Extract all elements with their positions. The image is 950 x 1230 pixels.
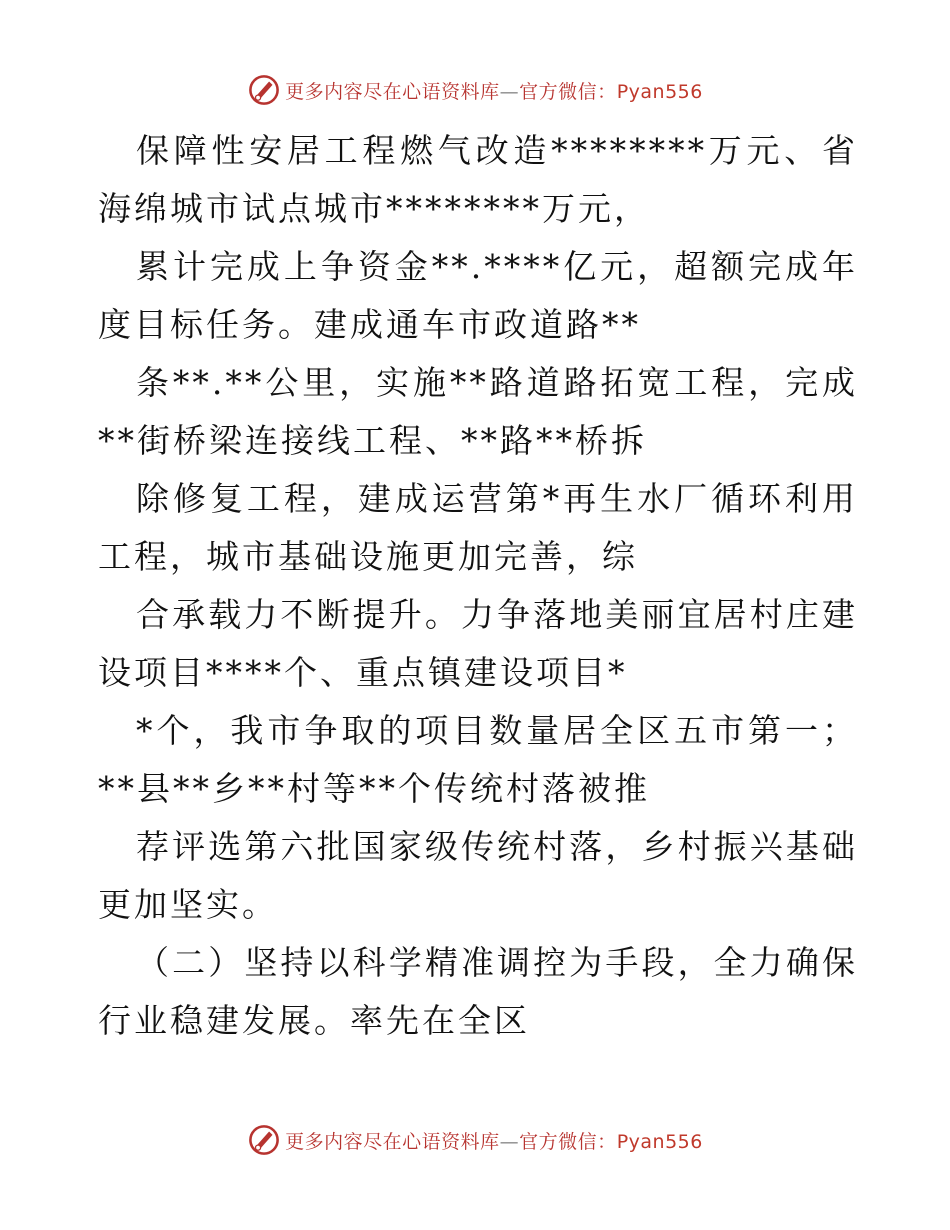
- paragraph: 保障性安居工程燃气改造********万元、省海绵城市试点城市********万元，: [98, 131, 858, 228]
- banner-main-text: 更多内容尽在心语资料库: [285, 1130, 500, 1153]
- banner-official-label: 官方微信：: [519, 80, 617, 103]
- banner-dash: —: [499, 1130, 520, 1153]
- banner-main-text: 更多内容尽在心语资料库: [285, 80, 500, 103]
- banner-wechat-id: Pyan556: [616, 80, 703, 103]
- paragraph: （二）坚持以科学精准调控为手段，全力确保行业稳建发展。率先在全区: [98, 943, 858, 1040]
- document-body: [98, 122, 858, 1050]
- paragraph: 除修复工程，建成运营第*再生水厂循环利用工程，城市基础设施更加完善，综: [98, 479, 858, 576]
- banner-wechat-id: Pyan556: [616, 1130, 703, 1153]
- footer-banner: [0, 1120, 950, 1160]
- paragraph: 累计完成上争资金**.****亿元，超额完成年度目标任务。建成通车市政道路**: [98, 247, 858, 344]
- logo-icon: [247, 73, 281, 107]
- paragraph: 条**.**公里，实施**路道路拓宽工程，完成**街桥梁连接线工程、**路**桥拆: [98, 363, 858, 460]
- logo-icon: [247, 1123, 281, 1157]
- paragraph: *个，我市争取的项目数量居全区五市第一；**县**乡**村等**个传统村落被推: [98, 711, 858, 808]
- banner-dash: —: [499, 80, 520, 103]
- paragraph: 合承载力不断提升。力争落地美丽宜居村庄建设项目****个、重点镇建设项目*: [98, 595, 858, 692]
- footer-banner-text: [285, 1127, 703, 1154]
- header-banner-text: [285, 77, 703, 104]
- banner-official-label: 官方微信：: [519, 1130, 617, 1153]
- paragraph: 荐评选第六批国家级传统村落，乡村振兴基础更加坚实。: [98, 827, 858, 924]
- header-banner: [0, 70, 950, 110]
